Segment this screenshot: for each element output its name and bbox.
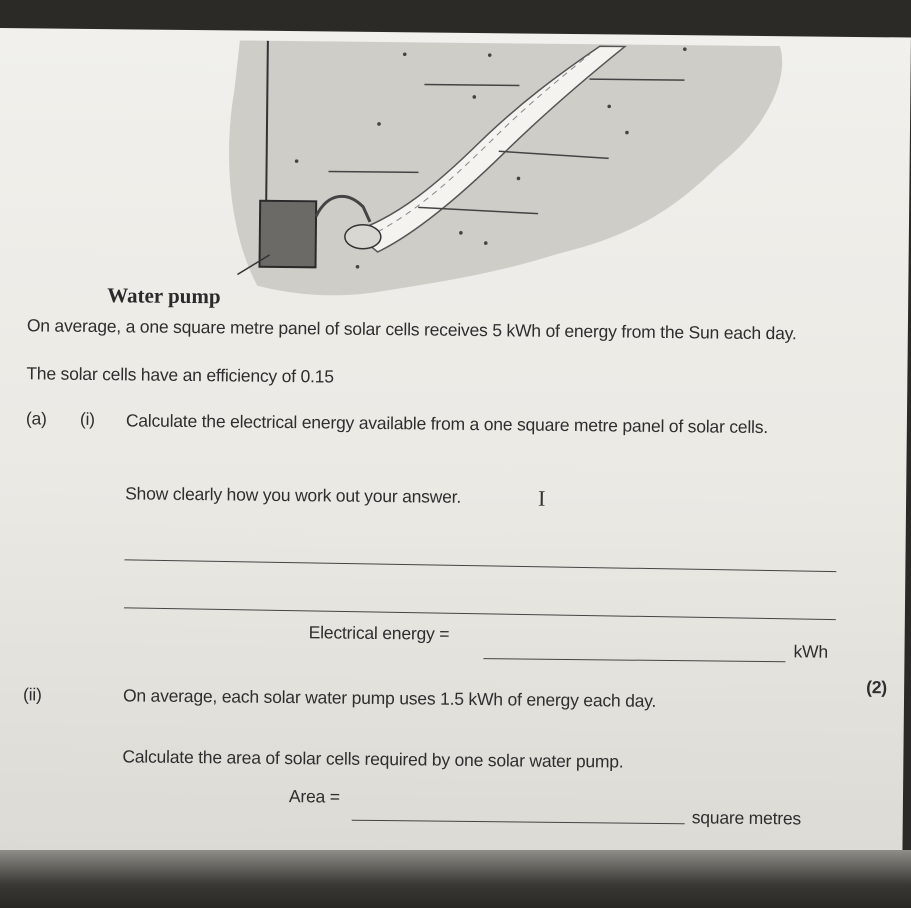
efficiency-statement: The solar cells have an efficiency of 0.15	[26, 363, 334, 387]
desk-edge	[0, 850, 911, 908]
area-answer-label: Area =	[288, 786, 340, 807]
working-instruction: Show clearly how you work out your answer.	[125, 483, 462, 507]
level-line	[424, 84, 519, 85]
energy-answer-line[interactable]	[483, 658, 785, 662]
energy-answer-label: Electrical energy =	[308, 622, 450, 644]
figure-label: Water pump	[107, 283, 221, 309]
area-unit: square metres	[691, 807, 802, 829]
sub-label-ii: (ii)	[22, 684, 42, 705]
marks-a-i: (2)	[866, 677, 888, 698]
part-label-a: (a)	[25, 408, 47, 429]
working-line[interactable]	[124, 559, 836, 572]
exam-page	[0, 28, 911, 867]
question-a-ii-task: Calculate the area of solar cells required by one solar water pump.	[122, 746, 624, 772]
area-answer-line[interactable]	[352, 820, 685, 824]
working-line[interactable]	[124, 607, 836, 620]
energy-unit: kWh	[793, 641, 829, 662]
level-line	[329, 171, 419, 172]
question-a-ii: On average, each solar water pump uses 1.5 kWh of energy each day.	[122, 685, 657, 711]
text-cursor-icon: I	[537, 485, 546, 511]
question-a-i: Calculate the electrical energy available from a one square metre panel of solar cells.	[125, 410, 769, 438]
level-line	[589, 79, 684, 80]
intake-head	[345, 225, 381, 249]
sub-label-i: (i)	[79, 408, 95, 430]
intro-paragraph: On average, a one square metre panel of solar cells receives 5 kWh of energy from the Sun each day.	[26, 315, 797, 344]
pump-box	[260, 201, 317, 268]
